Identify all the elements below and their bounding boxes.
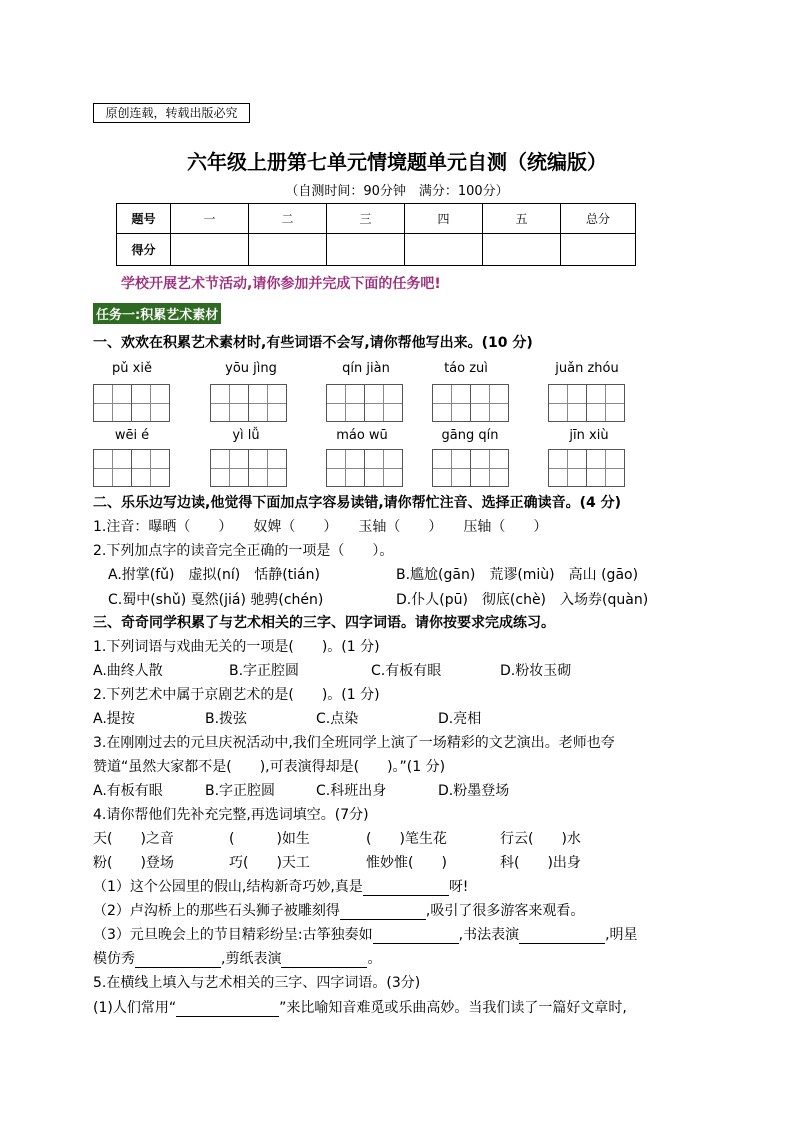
pinyin-label: gāng qín xyxy=(441,428,499,443)
q2-item-2: 2.下列加点字的读音完全正确的一项是（ ）。 xyxy=(93,543,394,559)
writing-grid[interactable] xyxy=(93,449,169,487)
q3-heading: 三、奇奇同学积累了与艺术相关的三字、四字词语。请你按要求完成练习。 xyxy=(93,615,555,631)
idiom-blank[interactable]: 巧( )天工 xyxy=(229,855,310,871)
fill-text: 模仿秀 xyxy=(93,951,135,967)
pinyin-label: wēi é xyxy=(114,428,150,443)
pinyin-label: yōu jìng xyxy=(225,361,277,376)
pinyin-label: táo zuì xyxy=(444,361,488,376)
fill-sentence-3 xyxy=(93,924,638,944)
idiom-blank[interactable]: 行云( )水 xyxy=(500,831,581,847)
fill-text: ,剪纸表演 xyxy=(221,951,282,967)
q3-3-option[interactable]: C.科班出身 xyxy=(316,783,387,799)
writing-grid[interactable] xyxy=(326,384,402,422)
fill-sentence-2 xyxy=(93,900,584,920)
q3-2-option[interactable]: A.提按 xyxy=(93,711,135,727)
writing-grid[interactable] xyxy=(93,384,169,422)
q3-1-option[interactable]: B.字正腔圆 xyxy=(229,663,300,679)
idiom-blank[interactable]: ( )笔生花 xyxy=(366,831,447,847)
fill-text: (1)人们常用“ xyxy=(93,1000,177,1016)
writing-grid[interactable] xyxy=(210,384,286,422)
q3-3-option[interactable]: B.字正腔圆 xyxy=(205,783,276,799)
score-header-cell: 三 xyxy=(327,204,405,234)
task-label: 任务一:积累艺术素材 xyxy=(93,303,221,324)
pinyin-label: qín jiàn xyxy=(342,361,390,376)
idiom-blank[interactable]: 惟妙惟( ) xyxy=(366,855,447,871)
score-cell[interactable] xyxy=(249,234,327,266)
writing-grid[interactable] xyxy=(432,449,508,487)
score-cell[interactable] xyxy=(171,234,249,266)
score-header-cell: 四 xyxy=(405,204,483,234)
q3-1-option[interactable]: D.粉妆玉砌 xyxy=(500,663,572,679)
score-row-label: 得分 xyxy=(117,234,171,266)
answer-blank[interactable] xyxy=(363,879,449,896)
fill-text: ,书法表演 xyxy=(458,927,520,943)
q2-option-c[interactable]: C.蜀中(shǔ) 戛然(jiá) 驰骋(chén) xyxy=(108,592,324,608)
q3-item-5: 5.在横线上填入与艺术相关的三字、四字词语。(3分) xyxy=(93,975,421,991)
answer-blank[interactable] xyxy=(340,903,426,920)
score-cell[interactable] xyxy=(483,234,561,266)
fill-text: （1）这个公园里的假山,结构新奇巧妙,真是 xyxy=(93,879,363,895)
writing-grid[interactable] xyxy=(326,449,402,487)
page-title: 六年级上册第七单元情境题单元自测（统编版） xyxy=(187,150,607,174)
score-cell[interactable] xyxy=(561,234,636,266)
q3-item-2: 2.下列艺术中属于京剧艺术的是( )。(1 分) xyxy=(93,687,380,703)
q2-option-d[interactable]: D.仆人(pū) 彻底(chè) 入场券(quàn) xyxy=(396,592,649,608)
score-header-cell: 二 xyxy=(249,204,327,234)
writing-grid[interactable] xyxy=(432,384,508,422)
q3-item-4: 4.请你帮他们先补充完整,再选词填空。(7分) xyxy=(93,807,369,823)
q1-heading: 一、欢欢在积累艺术素材时,有些词语不会写,请你帮他写出来。(10 分) xyxy=(93,335,533,351)
q3-item-3-line1: 3.在刚刚过去的元旦庆祝活动中,我们全班同学上演了一场精彩的文艺演出。老师也夸 xyxy=(93,735,615,751)
idiom-blank[interactable]: 粉( )登场 xyxy=(93,855,174,871)
answer-blank[interactable] xyxy=(135,951,221,968)
writing-grid[interactable] xyxy=(548,449,624,487)
score-header-cell: 五 xyxy=(483,204,561,234)
score-table xyxy=(116,203,636,266)
score-cell[interactable] xyxy=(327,234,405,266)
fill-text: ,明星 xyxy=(605,927,638,943)
q2-option-b[interactable]: B.尴尬(gān) 荒谬(miù) 高山 (gāo) xyxy=(396,567,639,583)
q3-2-option[interactable]: B.拨弦 xyxy=(205,711,248,727)
pinyin-label: yì lǚ xyxy=(232,428,260,443)
writing-grid[interactable] xyxy=(548,384,624,422)
q3-1-option[interactable]: A.曲终人散 xyxy=(93,663,163,679)
fill-text: ,吸引了很多游客来观看。 xyxy=(425,903,585,919)
pinyin-label: juǎn zhóu xyxy=(555,361,619,376)
q2-option-a[interactable]: A.拊掌(fǔ) 虚拟(ní) 恬静(tián) xyxy=(108,567,320,583)
q2-heading: 二、乐乐边写边读,他觉得下面加点字容易读错,请你帮忙注音、选择正确读音。(4 分) xyxy=(93,495,622,511)
q3-1-option[interactable]: C.有板有眼 xyxy=(371,663,442,679)
answer-blank[interactable] xyxy=(281,951,367,968)
answer-blank[interactable] xyxy=(519,927,605,944)
answer-blank[interactable] xyxy=(176,1000,279,1017)
idiom-blank[interactable]: 科( )出身 xyxy=(500,855,581,871)
fill-text: ”来比喻知音难觅或乐曲高妙。当我们读了一篇好文章时, xyxy=(279,1000,627,1016)
page-subtitle: （自测时间：90分钟 满分：100分） xyxy=(285,184,509,199)
score-cell[interactable] xyxy=(405,234,483,266)
writing-grid[interactable] xyxy=(210,449,286,487)
idiom-blank[interactable]: 天( )之音 xyxy=(93,831,174,847)
answer-blank[interactable] xyxy=(373,927,459,944)
score-header-cell: 总分 xyxy=(561,204,636,234)
q3-3-option[interactable]: D.粉墨登场 xyxy=(438,783,510,799)
q3-item-3-line2: 赞道“虽然大家都不是( ),可表演得却是( )。”(1 分) xyxy=(93,759,446,775)
fill-sentence-1 xyxy=(93,876,468,896)
q2-item-1: 1.注音：曝晒（ ） 奴婢（ ） 玉轴（ ） 压轴（ ） xyxy=(93,519,548,535)
score-header-cell: 题号 xyxy=(117,204,171,234)
pinyin-label: máo wū xyxy=(336,428,388,443)
q3-5-sentence-1 xyxy=(93,997,627,1017)
pinyin-label: jīn xiù xyxy=(569,428,609,443)
q3-3-option[interactable]: A.有板有眼 xyxy=(93,783,163,799)
activity-notice: 学校开展艺术节活动,请你参加并完成下面的任务吧! xyxy=(121,276,441,292)
q3-item-1: 1.下列词语与戏曲无关的一项是( )。(1 分) xyxy=(93,639,380,655)
fill-text: 呀! xyxy=(448,879,469,895)
fill-text: 。 xyxy=(367,951,382,967)
score-header-cell: 一 xyxy=(171,204,249,234)
pinyin-label: pǔ xiě xyxy=(112,361,152,376)
fill-text: （3）元旦晚会上的节目精彩纷呈:古筝独奏如 xyxy=(93,927,373,943)
fill-text: （2）卢沟桥上的那些石头狮子被雕刻得 xyxy=(93,903,340,919)
q3-2-option[interactable]: C.点染 xyxy=(316,711,359,727)
idiom-blank[interactable]: ( )如生 xyxy=(229,831,310,847)
fill-sentence-3-cont xyxy=(93,948,381,968)
copyright-stamp: 原创连载，转载出版必究 xyxy=(93,103,250,123)
q3-2-option[interactable]: D.亮相 xyxy=(438,711,482,727)
